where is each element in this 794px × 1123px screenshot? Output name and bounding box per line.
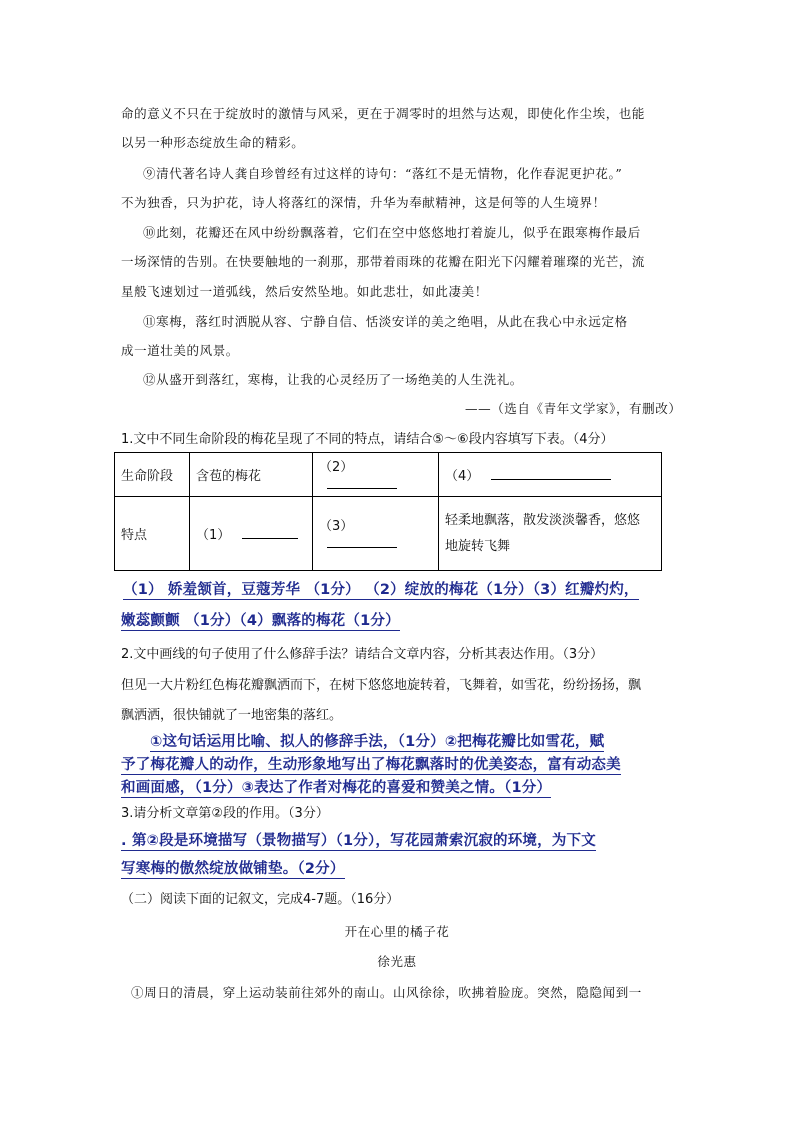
fill-blank[interactable] [327, 475, 397, 489]
answer-3-line-1: . 第②段是环境描写（景物描写）（1分），写花园萧索沉寂的环境，为下文 [121, 833, 596, 849]
answer-1-line-1: （1） 娇羞颔首，豆蔻芳华 （1分） （2）绽放的梅花（1分）（3）红瓣灼灼， [123, 582, 639, 598]
passage-line: 一场深情的告别。在快要触地的一刹那，那带着雨珠的花瓣在阳光下闪耀着璀璨的光芒，流 [121, 254, 646, 269]
table-cell-blank-1[interactable]: （1） [190, 497, 313, 571]
table-cell: 含苞的梅花 [190, 453, 313, 497]
fill-blank[interactable] [491, 466, 611, 480]
quote-line: 飘洒洒，很快铺就了一地密集的落红。 [121, 708, 343, 723]
passage-paragraph-11: ⑪寒梅，落红时洒脱从容、宁静自信、恬淡安详的美之绝唱，从此在我心中永远定格 [143, 314, 628, 329]
article-author: 徐光惠 [377, 954, 417, 969]
article-paragraph-1: ①周日的清晨，穿上运动装前往郊外的南山。山风徐徐，吹拂着脸庞。突然，隐隐闻到一 [131, 985, 642, 1000]
passage-line: 命的意义不只在于绽放时的激情与风采，更在于凋零时的坦然与达观，即使化作尘埃，也能 [121, 106, 646, 121]
quote-line: 但见一大片粉红色梅花瓣飘洒而下，在树下悠悠地旋转着，飞舞着，如雪花，纷纷扬扬，飘 [121, 678, 642, 693]
passage-paragraph-10: ⑩此刻，花瓣还在风中纷纷飘落着，它们在空中悠悠地打着旋儿，似乎在跟寒梅作最后 [143, 225, 641, 240]
answer-3-line-2: 写寒梅的傲然绽放做铺垫。（2分） [121, 861, 345, 877]
answer-2-line-1: ①这句话运用比喻、拟人的修辞手法，（1分）②把梅花瓣比如雪花，赋 [150, 734, 605, 750]
question-2-prompt: 2.文中画线的句子使用了什么修辞手法？请结合文章内容，分析其表达作用。（3分） [121, 647, 604, 662]
section-heading: （二）阅读下面的记叙文，完成4-7题。（16分） [121, 892, 400, 907]
table-cell-blank-4[interactable]: （4） [439, 453, 662, 497]
table-cell: 轻柔地飘落，散发淡淡馨香，悠悠 地旋转飞舞 [439, 497, 662, 571]
passage-paragraph-12: ⑫从盛开到落红，寒梅，让我的心灵经历了一场绝美的人生洗礼。 [143, 372, 523, 387]
passage-line: 星般飞速划过一道弧线，然后安然坠地。如此悲壮，如此凄美！ [121, 284, 488, 299]
passage-source: ——（选自《青年文学家》，有删改） [465, 401, 682, 416]
passage-paragraph-9: ⑨清代著名诗人龚自珍曾经有过这样的诗句：“落红不是无情物，化作春泥更护花。” [143, 166, 623, 181]
table-cell-blank-3[interactable]: （3） [313, 497, 439, 571]
answer-2-line-3: 和画面感，（1分）③表达了作者对梅花的喜爱和赞美之情。（1分） [121, 780, 552, 796]
question-3-prompt: 3.请分析文章第②段的作用。（3分） [121, 806, 329, 821]
table-header-feature: 特点 [115, 497, 190, 571]
passage-line: 成一道壮美的风景。 [121, 343, 239, 358]
question-1-prompt: 1.文中不同生命阶段的梅花呈现了不同的特点，请结合⑤～⑥段内容填写下表。（4分） [121, 432, 614, 447]
passage-line: 不为独香，只为护花，诗人将落红的深情，升华为奉献精神，这是何等的人生境界！ [121, 195, 606, 210]
article-title: 开在心里的橘子花 [344, 924, 450, 939]
answer-1-line-2: 嫩蕊颤颤 （1分）（4）飘落的梅花（1分） [121, 613, 400, 629]
fill-blank[interactable] [327, 534, 397, 548]
fill-blank[interactable] [242, 525, 298, 539]
table-header-stage: 生命阶段 [115, 453, 190, 497]
table-cell-blank-2[interactable]: （2） [313, 453, 439, 497]
answer-table [114, 452, 662, 571]
passage-line: 以另一种形态绽放生命的精彩。 [121, 135, 305, 150]
answer-2-line-2: 予了梅花瓣人的动作，生动形象地写出了梅花飘落时的优美姿态，富有动态美 [121, 757, 621, 773]
